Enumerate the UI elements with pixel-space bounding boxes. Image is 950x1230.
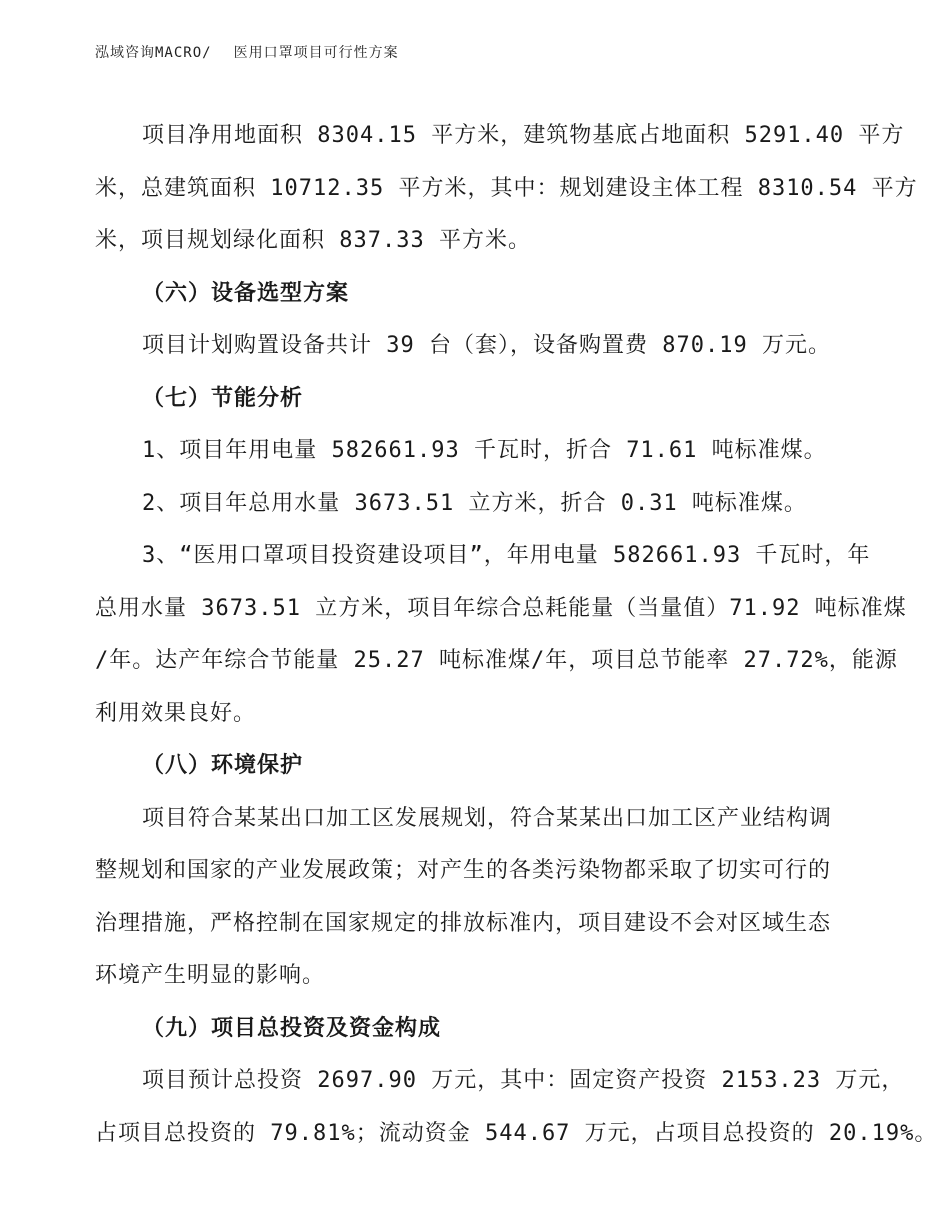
paragraph-line: 总用水量 3673.51 立方米，项目年综合总耗能量（当量值）71.92 吨标准煤: [95, 595, 907, 621]
paragraph-line: 治理措施，严格控制在国家规定的排放标准内，项目建设不会对区域生态: [95, 910, 832, 936]
equipment-paragraph: 项目计划购置设备共计 39 台（套），设备购置费 870.19 万元。: [142, 333, 831, 358]
paragraph-line: /年。达产年综合节能量 25.27 吨标准煤/年，项目总节能率 27.72%，能源: [95, 648, 898, 673]
paragraph-line: 米，总建筑面积 10712.35 平方米，其中：规划建设主体工程 8310.54 平方: [95, 175, 918, 201]
energy-item-3: [95, 530, 907, 740]
section-heading-equipment: （六）设备选型方案: [142, 280, 350, 306]
investment-paragraph: [95, 1055, 938, 1160]
land-paragraph: [95, 110, 918, 268]
header-doc-title: 医用口罩项目可行性方案: [233, 45, 399, 61]
paragraph-line: 米，项目规划绿化面积 837.33 平方米。: [95, 228, 531, 253]
paragraph-line: 项目净用地面积 8304.15 平方米，建筑物基底占地面积 5291.40 平方: [142, 123, 905, 148]
section-heading-investment: （九）项目总投资及资金构成: [142, 1015, 442, 1041]
paragraph-line: 项目预计总投资 2697.90 万元，其中：固定资产投资 2153.23 万元，: [142, 1068, 905, 1093]
page-header: [95, 42, 399, 62]
paragraph-line: 占项目总投资的 79.81%；流动资金 544.67 万元，占项目总投资的 20.19%。: [95, 1120, 938, 1146]
paragraph-line: 整规划和国家的产业发展政策；对产生的各类污染物都采取了切实可行的: [95, 858, 832, 883]
document-body: [95, 110, 938, 1160]
section-heading-environment: （八）环境保护: [142, 753, 304, 778]
paragraph-line: 环境产生明显的影响。: [95, 963, 326, 988]
energy-item-1: 1、项目年用电量 582661.93 千瓦时，折合 71.61 吨标准煤。: [142, 438, 827, 463]
header-divider: [95, 68, 855, 69]
energy-item-2: 2、项目年总用水量 3673.51 立方米，折合 0.31 吨标准煤。: [142, 490, 807, 516]
header-company: 泓域咨询MACRO/: [95, 45, 212, 61]
paragraph-line: 项目符合某某出口加工区发展规划，符合某某出口加工区产业结构调: [142, 805, 833, 831]
section-heading-energy: （七）节能分析: [142, 385, 304, 411]
environment-paragraph: [95, 793, 865, 1003]
paragraph-line: 利用效果良好。: [95, 700, 257, 726]
paragraph-line: 3、“医用口罩项目投资建设项目”，年用电量 582661.93 千瓦时，年: [142, 543, 871, 568]
